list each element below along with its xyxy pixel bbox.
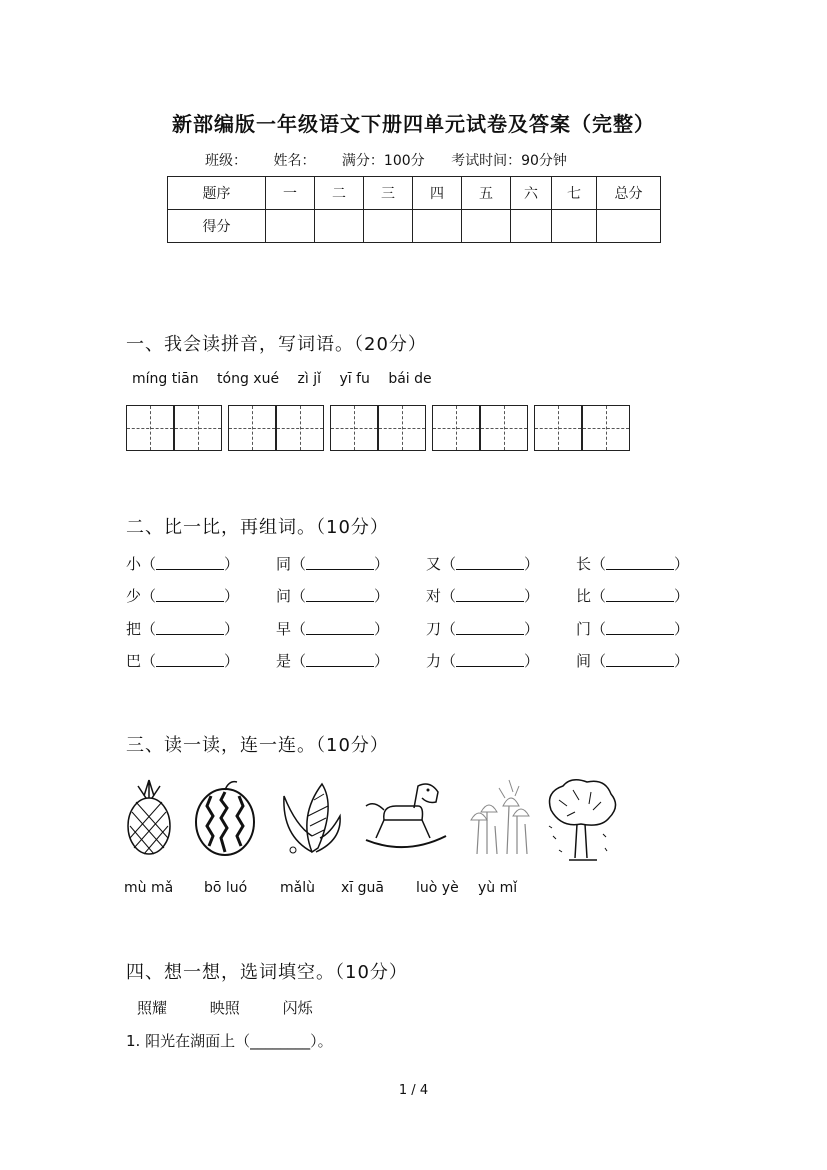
open-paren: （	[441, 587, 457, 605]
pinyin-word: míng tiān	[132, 371, 199, 387]
class-label: 班级：	[205, 153, 247, 169]
corn-picture	[278, 776, 346, 858]
header-cell: 四	[413, 177, 462, 210]
open-paren: （	[591, 587, 607, 605]
writing-cell[interactable]	[126, 405, 174, 451]
character: 少	[126, 587, 142, 605]
pinyin-label: xī guā	[341, 880, 384, 896]
header-cell: 总分	[597, 177, 661, 210]
option-word: 照耀	[137, 999, 168, 1017]
writing-cell[interactable]	[330, 405, 378, 451]
word-group-item	[126, 553, 239, 574]
score-table-row	[168, 210, 661, 243]
character: 问	[276, 587, 292, 605]
answer-blank[interactable]	[606, 587, 674, 602]
close-paren: ）	[674, 555, 690, 573]
score-cell[interactable]	[413, 210, 462, 243]
open-paren: （	[141, 555, 157, 573]
score-cell[interactable]	[266, 210, 315, 243]
word-group-item	[276, 553, 389, 574]
pinyin-label: luò yè	[416, 880, 459, 896]
open-paren: （	[141, 652, 157, 670]
answer-blank[interactable]	[606, 652, 674, 667]
answer-blank[interactable]	[306, 555, 374, 570]
score-cell[interactable]	[364, 210, 413, 243]
answer-blank[interactable]	[306, 620, 374, 635]
page-number: 1 / 4	[398, 1083, 429, 1098]
character: 小	[126, 555, 142, 573]
exam-time: 考试时间：90分钟	[451, 153, 567, 169]
answer-blank[interactable]	[306, 587, 374, 602]
pinyin-word: zì jǐ	[297, 371, 321, 387]
answer-blank[interactable]	[306, 652, 374, 667]
score-table-header	[168, 177, 661, 210]
character: 巴	[126, 652, 142, 670]
answer-blank[interactable]	[156, 555, 224, 570]
writing-cell[interactable]	[174, 405, 222, 451]
writing-cell[interactable]	[228, 405, 276, 451]
answer-blank[interactable]	[606, 620, 674, 635]
header-cell: 题序	[168, 177, 266, 210]
section2-heading: 二、比一比，再组词。（10分）	[126, 517, 389, 538]
close-paren: ）	[224, 620, 240, 638]
open-paren: （	[591, 652, 607, 670]
close-paren: ）	[224, 555, 240, 573]
character: 把	[126, 620, 142, 638]
header-cell: 二	[315, 177, 364, 210]
pinyin-label: mǎlù	[280, 880, 315, 896]
open-paren: （	[591, 620, 607, 638]
header-cell: 三	[364, 177, 413, 210]
answer-blank[interactable]	[456, 555, 524, 570]
header-cell: 六	[511, 177, 552, 210]
answer-blank[interactable]	[456, 652, 524, 667]
word-group-item	[126, 585, 239, 606]
word-group-item	[276, 585, 389, 606]
tree-picture	[543, 776, 619, 866]
falling-leaves-picture	[469, 776, 537, 856]
pinyin-word: yī fu	[339, 371, 370, 387]
word-group-item	[426, 618, 539, 639]
close-paren: ）	[524, 620, 540, 638]
score-cell[interactable]	[511, 210, 552, 243]
section1-heading: 一、我会读拼音，写词语。（20分）	[126, 334, 427, 355]
open-paren: （	[141, 587, 157, 605]
word-group-item	[426, 585, 539, 606]
open-paren: （	[441, 620, 457, 638]
page-title: 新部编版一年级语文下册四单元试卷及答案（完整）	[172, 112, 655, 136]
section3-heading: 三、读一读，连一连。（10分）	[126, 735, 389, 756]
character: 对	[426, 587, 442, 605]
writing-cell[interactable]	[432, 405, 480, 451]
word-group-item	[576, 585, 689, 606]
open-paren: （	[141, 620, 157, 638]
name-label: 姓名：	[273, 153, 316, 169]
exam-info	[205, 150, 589, 170]
question-1: 1. 阳光在湖面上（________）。	[126, 1032, 333, 1050]
open-paren: （	[591, 555, 607, 573]
answer-blank[interactable]	[156, 587, 224, 602]
pinyin-label: bō luó	[204, 880, 248, 896]
full-score: 满分：100分	[341, 153, 425, 169]
pinyin-label: yù mǐ	[478, 880, 518, 896]
close-paren: ）	[224, 652, 240, 670]
word-group-item	[426, 650, 539, 671]
watermelon-picture	[193, 776, 257, 858]
pinyin-word: tóng xué	[217, 371, 280, 387]
character: 长	[576, 555, 592, 573]
word-group-item	[276, 618, 389, 639]
rocking-horse-picture	[362, 776, 450, 854]
score-table	[167, 176, 661, 243]
section1-pinyin	[132, 371, 446, 387]
open-paren: （	[441, 555, 457, 573]
score-cell[interactable]	[462, 210, 511, 243]
close-paren: ）	[374, 620, 390, 638]
word-group-item	[576, 553, 689, 574]
open-paren: （	[291, 652, 307, 670]
writing-cell[interactable]	[534, 405, 582, 451]
section4-heading: 四、想一想，选词填空。（10分）	[126, 962, 408, 983]
close-paren: ）	[374, 555, 390, 573]
writing-cell[interactable]	[582, 405, 630, 451]
character: 比	[576, 587, 592, 605]
word-group-item	[126, 618, 239, 639]
close-paren: ）	[374, 587, 390, 605]
option-word: 闪烁	[282, 999, 313, 1017]
score-cell[interactable]	[597, 210, 661, 243]
open-paren: （	[291, 587, 307, 605]
word-group-item	[126, 650, 239, 671]
open-paren: （	[441, 652, 457, 670]
answer-blank[interactable]	[456, 587, 524, 602]
score-cell[interactable]	[315, 210, 364, 243]
score-cell[interactable]	[552, 210, 597, 243]
option-word: 映照	[209, 999, 240, 1017]
answer-blank[interactable]	[456, 620, 524, 635]
character: 刀	[426, 620, 442, 638]
character: 力	[426, 652, 442, 670]
word-group-item	[276, 650, 389, 671]
character: 间	[576, 652, 592, 670]
close-paren: ）	[524, 587, 540, 605]
word-group-item	[576, 618, 689, 639]
pineapple-picture	[124, 776, 174, 856]
close-paren: ）	[374, 652, 390, 670]
header-cell: 七	[552, 177, 597, 210]
open-paren: （	[291, 620, 307, 638]
word-group-item	[576, 650, 689, 671]
character: 门	[576, 620, 592, 638]
close-paren: ）	[674, 652, 690, 670]
character: 同	[276, 555, 292, 573]
writing-cell[interactable]	[276, 405, 324, 451]
answer-blank[interactable]	[156, 652, 224, 667]
writing-cell[interactable]	[378, 405, 426, 451]
close-paren: ）	[224, 587, 240, 605]
header-cell: 五	[462, 177, 511, 210]
pinyin-word: bái de	[388, 371, 432, 387]
character: 早	[276, 620, 292, 638]
header-cell: 一	[266, 177, 315, 210]
character: 是	[276, 652, 292, 670]
pinyin-label: mù mǎ	[124, 880, 174, 896]
character: 又	[426, 555, 442, 573]
word-options	[137, 997, 351, 1018]
open-paren: （	[291, 555, 307, 573]
close-paren: ）	[524, 555, 540, 573]
row-label: 得分	[168, 210, 266, 243]
answer-blank[interactable]	[606, 555, 674, 570]
writing-cell[interactable]	[480, 405, 528, 451]
close-paren: ）	[674, 587, 690, 605]
close-paren: ）	[524, 652, 540, 670]
close-paren: ）	[674, 620, 690, 638]
word-group-item	[426, 553, 539, 574]
answer-blank[interactable]	[156, 620, 224, 635]
